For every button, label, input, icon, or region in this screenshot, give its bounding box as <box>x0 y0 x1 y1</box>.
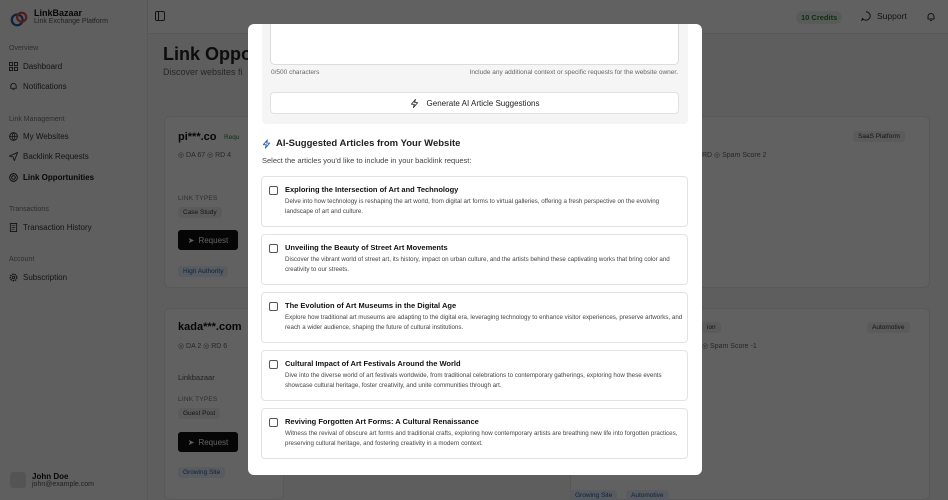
article-title: Cultural Impact of Art Festivals Around the World <box>285 359 461 368</box>
article-option[interactable] <box>261 234 688 285</box>
generate-ai-suggestions-button[interactable] <box>270 92 679 114</box>
article-title: Exploring the Intersection of Art and Technology <box>285 185 459 194</box>
article-description: Discover the vibrant world of street art, its history, impact on urban culture, and the artists behind these captivating works that bring color and creativity to our streets. <box>285 256 670 273</box>
article-option[interactable] <box>261 350 688 401</box>
article-checkbox[interactable] <box>269 418 278 427</box>
article-title: Reviving Forgotten Art Forms: A Cultural Renaissance <box>285 417 479 426</box>
ai-title-text: AI-Suggested Articles from Your Website <box>276 138 461 149</box>
article-description: Explore how traditional art museums are adapting to the digital era, leveraging technology to enhance visitor experiences, preserve artworks, and reach a wider audience, shaping the future of cultural institutions. <box>285 314 683 331</box>
article-checkbox[interactable] <box>269 360 278 369</box>
article-title: The Evolution of Art Museums in the Digital Age <box>285 301 457 310</box>
message-hint: Include any additional context or specific requests for the website owner. <box>469 69 678 76</box>
ai-suggestions-heading <box>262 138 460 149</box>
article-description: Witness the revival of obscure art forms and traditional crafts, exploring how contemporary artists are breathing new life into forgotten practices, preserving cultural heritage, and fostering creativity in a modern context. <box>285 430 678 447</box>
ai-suggestions-subtitle: Select the articles you'd like to include in your backlink request: <box>262 156 472 165</box>
lightning-icon <box>262 139 271 149</box>
char-count: 0/500 characters <box>271 69 320 76</box>
article-description: Dive into the diverse world of art festivals worldwide, from traditional celebrations to contemporary gatherings, exploring how these events showcase cultural heritage, foster creativity, and unite communities through art. <box>285 372 662 389</box>
article-option[interactable] <box>261 408 688 459</box>
message-textarea[interactable] <box>270 24 679 65</box>
article-checkbox[interactable] <box>269 186 278 195</box>
generate-label: Generate AI Article Suggestions <box>426 98 540 108</box>
article-option[interactable] <box>261 176 688 227</box>
article-title: Unveiling the Beauty of Street Art Movements <box>285 243 448 252</box>
article-description: Delve into how technology is reshaping the art world, from digital art forms to virtual galleries, offering a fresh perspective on the evolving landscape of art and culture. <box>285 198 660 215</box>
article-checkbox[interactable] <box>269 302 278 311</box>
article-option[interactable] <box>261 292 688 343</box>
message-section <box>262 24 688 124</box>
backlink-request-modal <box>248 24 702 475</box>
lightning-icon <box>410 99 419 108</box>
article-checkbox[interactable] <box>269 244 278 253</box>
